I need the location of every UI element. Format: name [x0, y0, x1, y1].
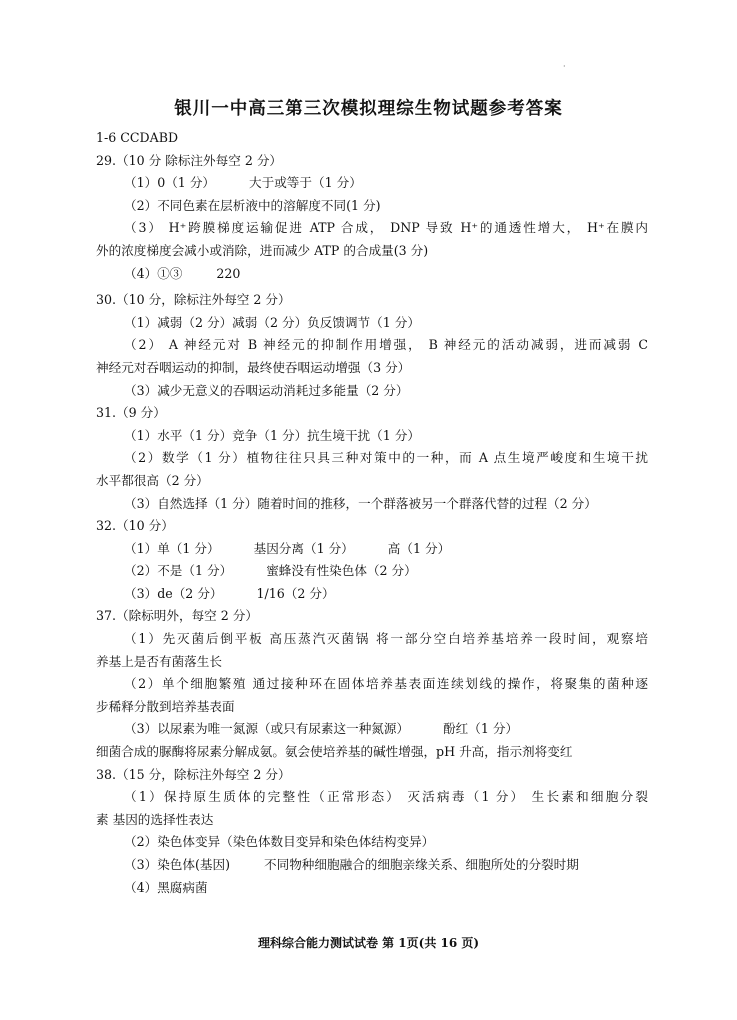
q29-answer-1: （1）0（1 分） 大于或等于（1 分）	[124, 175, 362, 191]
q37-answer-3: （3）以尿素为唯一氮源（或只有尿素这一种氮源） 酚红（1 分）	[124, 721, 519, 737]
q38-answer-1: （1）保持原生质体的完整性（正常形态） 灭活病毒（1 分） 生长素和细胞分裂	[124, 789, 648, 805]
q38-answer-2: （2）染色体变异（染色体数目变异和染色体结构变异）	[124, 834, 435, 850]
q31-heading: 31.（9 分）	[96, 405, 166, 421]
q32-answer-1: （1）单（1 分） 基因分离（1 分） 高（1 分）	[124, 540, 451, 556]
q30-answer-3: （3）减少无意义的吞咽运动消耗过多能量（2 分）	[124, 382, 409, 398]
q37-answer-3-cont: 细菌合成的脲酶将尿素分解成氨。氨会使培养基的碱性增强，pH 升高，指示剂将变红	[96, 744, 573, 760]
q29-answer-4: （4）①③ 220	[124, 265, 241, 281]
q37-answer-2: （2）单个细胞繁殖 通过接种环在固体培养基表面连续划线的操作，将聚集的菌种逐	[124, 676, 648, 692]
q31-answer-2-cont: 水平都很高（2 分）	[96, 472, 209, 488]
q32-answer-3: （3）de（2 分） 1/16（2 分）	[124, 585, 335, 601]
q38-answer-4: （4）黑腐病菌	[124, 879, 208, 895]
q31-answer-2: （2）数学（1 分）植物往往只具三种对策中的一种，而 A 点生境严峻度和生境干扰	[124, 450, 648, 466]
q29-heading: 29.（10 分 除标注外每空 2 分）	[96, 152, 283, 168]
q37-answer-1-cont: 养基上是否有菌落生长	[96, 653, 222, 669]
q38-answer-1-cont: 素 基因的选择性表达	[96, 811, 214, 827]
q38-heading: 38.（15 分，除标注外每空 2 分）	[96, 766, 291, 782]
page-title: 银川一中高三第三次模拟理综生物试题参考答案	[174, 99, 563, 119]
q30-answer-1: （1）减弱（2 分）减弱（2 分）负反馈调节（1 分）	[124, 314, 420, 330]
q38-answer-3: （3）染色体(基因) 不同物种细胞融合的细胞亲缘关系、细胞所处的分裂时期	[124, 857, 579, 872]
answer-content	[96, 127, 648, 899]
q31-answer-1: （1）水平（1 分）竞争（1 分）抗生境干扰（1 分）	[124, 427, 420, 443]
q30-heading: 30.（10 分，除标注外每空 2 分）	[96, 292, 291, 308]
q29-answer-3: （3） H⁺跨膜梯度运输促进 ATP 合成， DNP 导致 H⁺的通透性增大， H⁺在膜内	[124, 220, 648, 236]
q31-answer-3: （3）自然选择（1 分）随着时间的推移，一个群落被另一个群落代替的过程（2 分）	[124, 495, 597, 511]
q30-answer-2: （2） A 神经元对 B 神经元的抑制作用增强， B 神经元的活动减弱，进而减弱 C	[124, 337, 648, 353]
q29-answer-3-cont: 外的浓度梯度会减小或消除，进而减少 ATP 的合成量(3 分)	[96, 242, 429, 258]
q32-heading: 32.（10 分）	[96, 518, 174, 534]
q30-answer-2-cont: 神经元对吞咽运动的抑制，最终使吞咽运动增强（3 分）	[96, 359, 411, 375]
answer-1-6: 1-6 CCDABD	[96, 130, 179, 145]
page-footer: 理科综合能力测试试卷 第 1页(共 16 页)	[257, 936, 480, 950]
q37-heading: 37.（除标明外，每空 2 分）	[96, 608, 258, 624]
q32-answer-2: （2）不是（1 分） 蜜蜂没有性染色体（2 分）	[124, 563, 417, 579]
q37-answer-2-cont: 步稀释分散到培养基表面	[96, 698, 235, 714]
q29-answer-2: （2）不同色素在层析液中的溶解度不同(1 分)	[124, 197, 381, 213]
q37-answer-1: （1）先灭菌后倒平板 高压蒸汽灭菌锅 将一部分空白培养基培养一段时间，观察培	[124, 631, 648, 647]
header-mark: ·	[563, 62, 566, 71]
